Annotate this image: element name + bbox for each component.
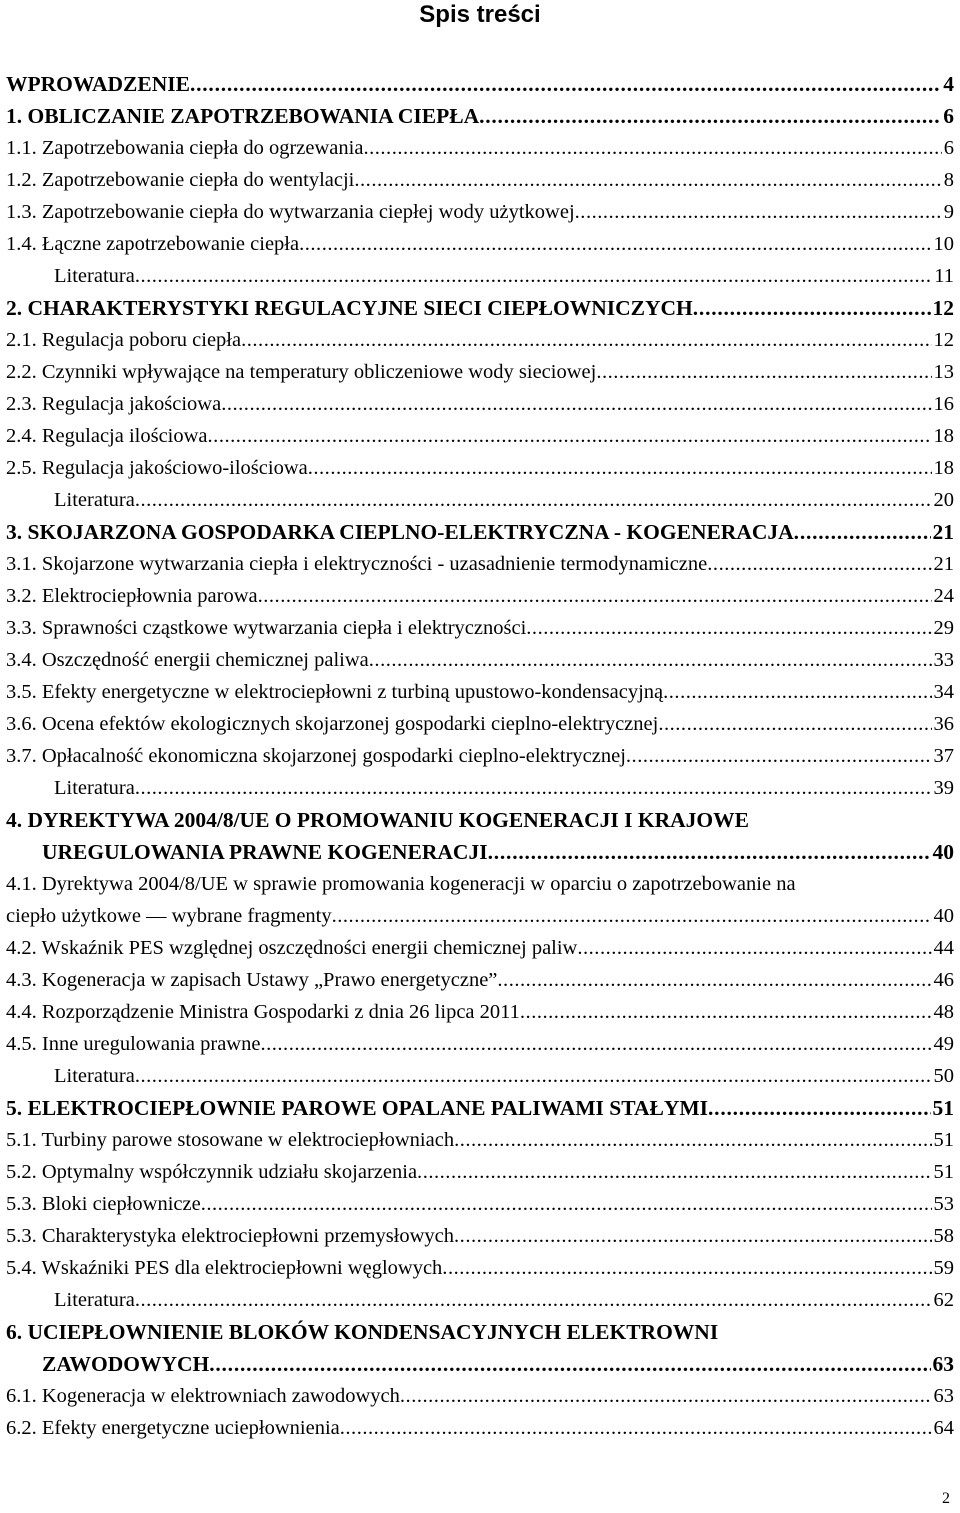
toc-leader-dots bbox=[135, 772, 932, 804]
toc-label: Literatura bbox=[54, 1289, 135, 1311]
toc-leader-dots bbox=[442, 1252, 931, 1284]
toc-leader-dots bbox=[626, 740, 932, 772]
toc-label: 2. CHARAKTERYSTYKI REGULACYJNE SIECI CIEPŁOWNICZYCH bbox=[6, 296, 693, 320]
toc-leader-dots bbox=[707, 548, 931, 580]
toc-entry-4-1-title[interactable]: 4.1. Dyrektywa 2004/8/UE w sprawie promowania kogeneracji w oparciu o zapotrzebowanie na bbox=[6, 873, 796, 895]
toc-entry[interactable] bbox=[6, 676, 954, 708]
toc-entry[interactable] bbox=[6, 964, 954, 996]
toc-entry[interactable] bbox=[6, 484, 954, 516]
toc-label: 3.1. Skojarzone wytwarzania ciepła i elektryczności - uzasadnienie termodynamiczne bbox=[6, 553, 708, 575]
toc-leader-dots bbox=[363, 132, 941, 164]
toc-entry[interactable] bbox=[6, 1188, 954, 1220]
toc-page-number: 11 bbox=[934, 265, 954, 287]
toc-page-number: 12 bbox=[933, 329, 954, 351]
toc-page-number: 36 bbox=[933, 713, 954, 735]
toc-label: Literatura bbox=[54, 777, 135, 799]
toc-page-number: 18 bbox=[933, 425, 954, 447]
toc-entry[interactable] bbox=[6, 644, 954, 676]
toc-entry[interactable] bbox=[6, 324, 954, 356]
toc-page-number: 10 bbox=[933, 233, 954, 255]
toc-label: 4.2. Wskaźnik PES względnej oszczędności energii chemicznej paliw bbox=[6, 937, 578, 959]
toc-label: 2.1. Regulacja poboru ciepła bbox=[6, 329, 242, 351]
toc-page-number: 6 bbox=[943, 137, 954, 159]
toc-entry[interactable] bbox=[6, 1028, 954, 1060]
toc-group-2 bbox=[6, 932, 954, 1316]
toc-leader-dots bbox=[369, 644, 932, 676]
toc-page-number: 46 bbox=[933, 969, 954, 991]
toc-page-number: 37 bbox=[933, 745, 954, 767]
page-number: 2 bbox=[942, 1490, 950, 1507]
toc-entry[interactable] bbox=[6, 1220, 954, 1252]
toc-label: 1.4. Łączne zapotrzebowanie ciepła bbox=[6, 233, 300, 255]
toc-label: ciepło użytkowe ― wybrane fragmenty bbox=[6, 905, 332, 927]
toc-entry-4-title[interactable]: 4. DYREKTYWA 2004/8/UE O PROMOWANIU KOGENERACJI I KRAJOWE bbox=[6, 808, 749, 832]
toc-entry[interactable] bbox=[6, 548, 954, 580]
toc-label: 6.2. Efekty energetyczne uciepłownienia bbox=[6, 1417, 340, 1439]
toc-group-1 bbox=[6, 68, 954, 804]
toc-entry[interactable] bbox=[6, 996, 954, 1028]
toc-entry[interactable] bbox=[6, 580, 954, 612]
toc-label: 3.3. Sprawności cząstkowe wytwarzania ciepła i elektryczności bbox=[6, 617, 527, 639]
toc-entry[interactable] bbox=[6, 1156, 954, 1188]
toc-leader-dots bbox=[308, 452, 932, 484]
toc-label: 3.2. Elektrociepłownia parowa bbox=[6, 585, 258, 607]
toc-entry[interactable] bbox=[6, 516, 954, 548]
toc-leader-dots bbox=[354, 164, 941, 196]
toc-label: 1.3. Zapotrzebowanie ciepła do wytwarzania ciepłej wody użytkowej bbox=[6, 201, 575, 223]
toc-page-number: 12 bbox=[932, 296, 954, 320]
toc-page-number: 4 bbox=[943, 72, 954, 96]
toc-leader-dots bbox=[708, 1092, 930, 1124]
toc-entry-6-continuation[interactable] bbox=[6, 1348, 954, 1380]
toc-entry[interactable] bbox=[6, 772, 954, 804]
toc-page-number: 49 bbox=[933, 1033, 954, 1055]
toc-leader-dots bbox=[209, 1348, 930, 1380]
toc-entry[interactable] bbox=[6, 292, 954, 324]
toc-leader-dots bbox=[340, 1412, 932, 1444]
toc-label: 2.5. Regulacja jakościowo-ilościowa bbox=[6, 457, 308, 479]
toc-page-number: 9 bbox=[943, 201, 954, 223]
toc-leader-dots bbox=[332, 900, 932, 932]
toc-label: UREGULOWANIA PRAWNE KOGENERACJI bbox=[42, 840, 488, 864]
toc-label: 5.3. Bloki ciepłownicze bbox=[6, 1193, 201, 1215]
toc-label: 2.3. Regulacja jakościowa bbox=[6, 393, 222, 415]
toc-leader-dots bbox=[400, 1380, 932, 1412]
toc-entry-4-continuation[interactable] bbox=[6, 836, 954, 868]
toc-page-number: 44 bbox=[933, 937, 954, 959]
toc-page-number: 34 bbox=[933, 681, 954, 703]
toc-page-number: 51 bbox=[933, 1161, 954, 1183]
toc-page-number: 16 bbox=[933, 393, 954, 415]
toc-page-number: 48 bbox=[933, 1001, 954, 1023]
toc-leader-dots bbox=[135, 1060, 932, 1092]
toc-entry-6-title[interactable]: 6. UCIEPŁOWNIENIE BLOKÓW KONDENSACYJNYCH ELEKTROWNI bbox=[6, 1320, 719, 1344]
toc-label: WPROWADZENIE bbox=[6, 72, 190, 96]
toc-entry[interactable] bbox=[6, 356, 954, 388]
toc-label: 3.7. Opłacalność ekonomiczna skojarzonej gospodarki cieplno-elektrycznej bbox=[6, 745, 626, 767]
toc-page-number: 29 bbox=[933, 617, 954, 639]
toc-entry[interactable] bbox=[6, 68, 954, 100]
toc-leader-dots bbox=[299, 228, 931, 260]
toc-leader-dots bbox=[135, 260, 932, 292]
toc-label: 1.1. Zapotrzebowania ciepła do ogrzewania bbox=[6, 137, 364, 159]
toc-page-number: 53 bbox=[933, 1193, 954, 1215]
toc-entry[interactable] bbox=[6, 1252, 954, 1284]
toc-page-number: 40 bbox=[933, 905, 954, 927]
toc-entry[interactable] bbox=[6, 388, 954, 420]
toc-leader-dots bbox=[520, 996, 932, 1028]
toc-entry[interactable] bbox=[6, 708, 954, 740]
toc-page-number: 63 bbox=[933, 1385, 954, 1407]
toc-entry[interactable] bbox=[6, 420, 954, 452]
toc-leader-dots bbox=[577, 932, 931, 964]
toc-entry[interactable] bbox=[6, 932, 954, 964]
toc-page-number: 8 bbox=[943, 169, 954, 191]
toc-page-number: 58 bbox=[933, 1225, 954, 1247]
toc-leader-dots bbox=[479, 100, 941, 132]
toc-entry[interactable] bbox=[6, 228, 954, 260]
toc-label: 4.3. Kogeneracja w zapisach Ustawy „Prawo energetyczne” bbox=[6, 969, 498, 991]
toc-leader-dots bbox=[794, 516, 931, 548]
toc-entry[interactable] bbox=[6, 612, 954, 644]
toc-leader-dots bbox=[221, 388, 931, 420]
toc-page-number: 24 bbox=[933, 585, 954, 607]
toc-label: 5.2. Optymalny współczynnik udziału skojarzenia bbox=[6, 1161, 418, 1183]
toc-entry[interactable] bbox=[6, 100, 954, 132]
toc-page-number: 51 bbox=[933, 1129, 954, 1151]
toc-leader-dots bbox=[488, 836, 931, 868]
toc-group-3 bbox=[6, 1380, 954, 1444]
toc-label: 3.4. Oszczędność energii chemicznej paliwa bbox=[6, 649, 369, 671]
toc-leader-dots bbox=[208, 420, 932, 452]
toc-entry[interactable] bbox=[6, 452, 954, 484]
toc-entry[interactable] bbox=[6, 1412, 954, 1444]
toc-leader-dots bbox=[526, 612, 931, 644]
toc-leader-dots bbox=[575, 196, 942, 228]
toc-page-number: 33 bbox=[933, 649, 954, 671]
toc-label: 5.1. Turbiny parowe stosowane w elektrociepłowniach bbox=[6, 1129, 455, 1151]
page-heading: Spis treści bbox=[419, 1, 541, 28]
toc-leader-dots bbox=[497, 964, 931, 996]
toc-label: 4.4. Rozporządzenie Ministra Gospodarki z dnia 26 lipca 2011 bbox=[6, 1001, 520, 1023]
toc-leader-dots bbox=[258, 580, 932, 612]
toc-leader-dots bbox=[663, 676, 931, 708]
toc-leader-dots bbox=[190, 68, 941, 100]
toc-page-number: 20 bbox=[933, 489, 954, 511]
toc-page-number: 18 bbox=[933, 457, 954, 479]
toc-page-number: 59 bbox=[933, 1257, 954, 1279]
toc-label: 3.5. Efekty energetyczne w elektrociepłowni z turbiną upustowo-kondensacyjną bbox=[6, 681, 664, 703]
toc-entry[interactable] bbox=[6, 260, 954, 292]
toc-page-number: 6 bbox=[943, 104, 954, 128]
table-of-contents bbox=[6, 68, 954, 1444]
toc-leader-dots bbox=[596, 356, 931, 388]
toc-label: Literatura bbox=[54, 1065, 135, 1087]
toc-entry[interactable] bbox=[6, 1284, 954, 1316]
toc-label: 1. OBLICZANIE ZAPOTRZEBOWANIA CIEPŁA bbox=[6, 104, 480, 128]
toc-leader-dots bbox=[135, 1284, 932, 1316]
toc-leader-dots bbox=[135, 484, 932, 516]
toc-leader-dots bbox=[454, 1124, 931, 1156]
toc-leader-dots bbox=[260, 1028, 931, 1060]
toc-page-number: 51 bbox=[932, 1096, 954, 1120]
toc-leader-dots bbox=[417, 1156, 931, 1188]
toc-label: Literatura bbox=[54, 489, 135, 511]
toc-entry[interactable] bbox=[6, 1092, 954, 1124]
toc-entry[interactable] bbox=[6, 132, 954, 164]
toc-label: ZAWODOWYCH bbox=[42, 1352, 210, 1376]
toc-label: 2.4. Regulacja ilościowa bbox=[6, 425, 208, 447]
toc-entry[interactable] bbox=[6, 1380, 954, 1412]
toc-leader-dots bbox=[241, 324, 931, 356]
toc-label: 3.6. Ocena efektów ekologicznych skojarzonej gospodarki cieplno-elektrycznej bbox=[6, 713, 659, 735]
toc-page-number: 21 bbox=[932, 520, 954, 544]
toc-label: 4.5. Inne uregulowania prawne bbox=[6, 1033, 261, 1055]
toc-page-number: 63 bbox=[932, 1352, 954, 1376]
toc-leader-dots bbox=[454, 1220, 931, 1252]
toc-leader-dots bbox=[693, 292, 931, 324]
toc-page-number: 64 bbox=[933, 1417, 954, 1439]
toc-label: 5. ELEKTROCIEPŁOWNIE PAROWE OPALANE PALIWAMI STAŁYMI bbox=[6, 1096, 709, 1120]
toc-leader-dots bbox=[658, 708, 931, 740]
toc-page-number: 50 bbox=[933, 1065, 954, 1087]
toc-page-number: 39 bbox=[933, 777, 954, 799]
toc-label: Literatura bbox=[54, 265, 135, 287]
toc-entry[interactable] bbox=[6, 740, 954, 772]
toc-page-number: 13 bbox=[933, 361, 954, 383]
toc-label: 2.2. Czynniki wpływające na temperatury obliczeniowe wody sieciowej bbox=[6, 361, 597, 383]
toc-page-number: 62 bbox=[933, 1289, 954, 1311]
toc-label: 1.2. Zapotrzebowanie ciepła do wentylacji bbox=[6, 169, 355, 191]
toc-entry[interactable] bbox=[6, 164, 954, 196]
toc-entry[interactable] bbox=[6, 1124, 954, 1156]
toc-entry[interactable] bbox=[6, 196, 954, 228]
toc-label: 5.4. Wskaźniki PES dla elektrociepłowni węglowych bbox=[6, 1257, 443, 1279]
toc-label: 3. SKOJARZONA GOSPODARKA CIEPLNO-ELEKTRYCZNA - KOGENERACJA bbox=[6, 520, 794, 544]
toc-entry-4-1-continuation[interactable] bbox=[6, 900, 954, 932]
toc-label: 5.3. Charakterystyka elektrociepłowni przemysłowych bbox=[6, 1225, 455, 1247]
toc-label: 6.1. Kogeneracja w elektrowniach zawodowych bbox=[6, 1385, 400, 1407]
toc-page-number: 21 bbox=[933, 553, 954, 575]
toc-entry[interactable] bbox=[6, 1060, 954, 1092]
toc-page-number: 40 bbox=[932, 840, 954, 864]
toc-leader-dots bbox=[201, 1188, 932, 1220]
